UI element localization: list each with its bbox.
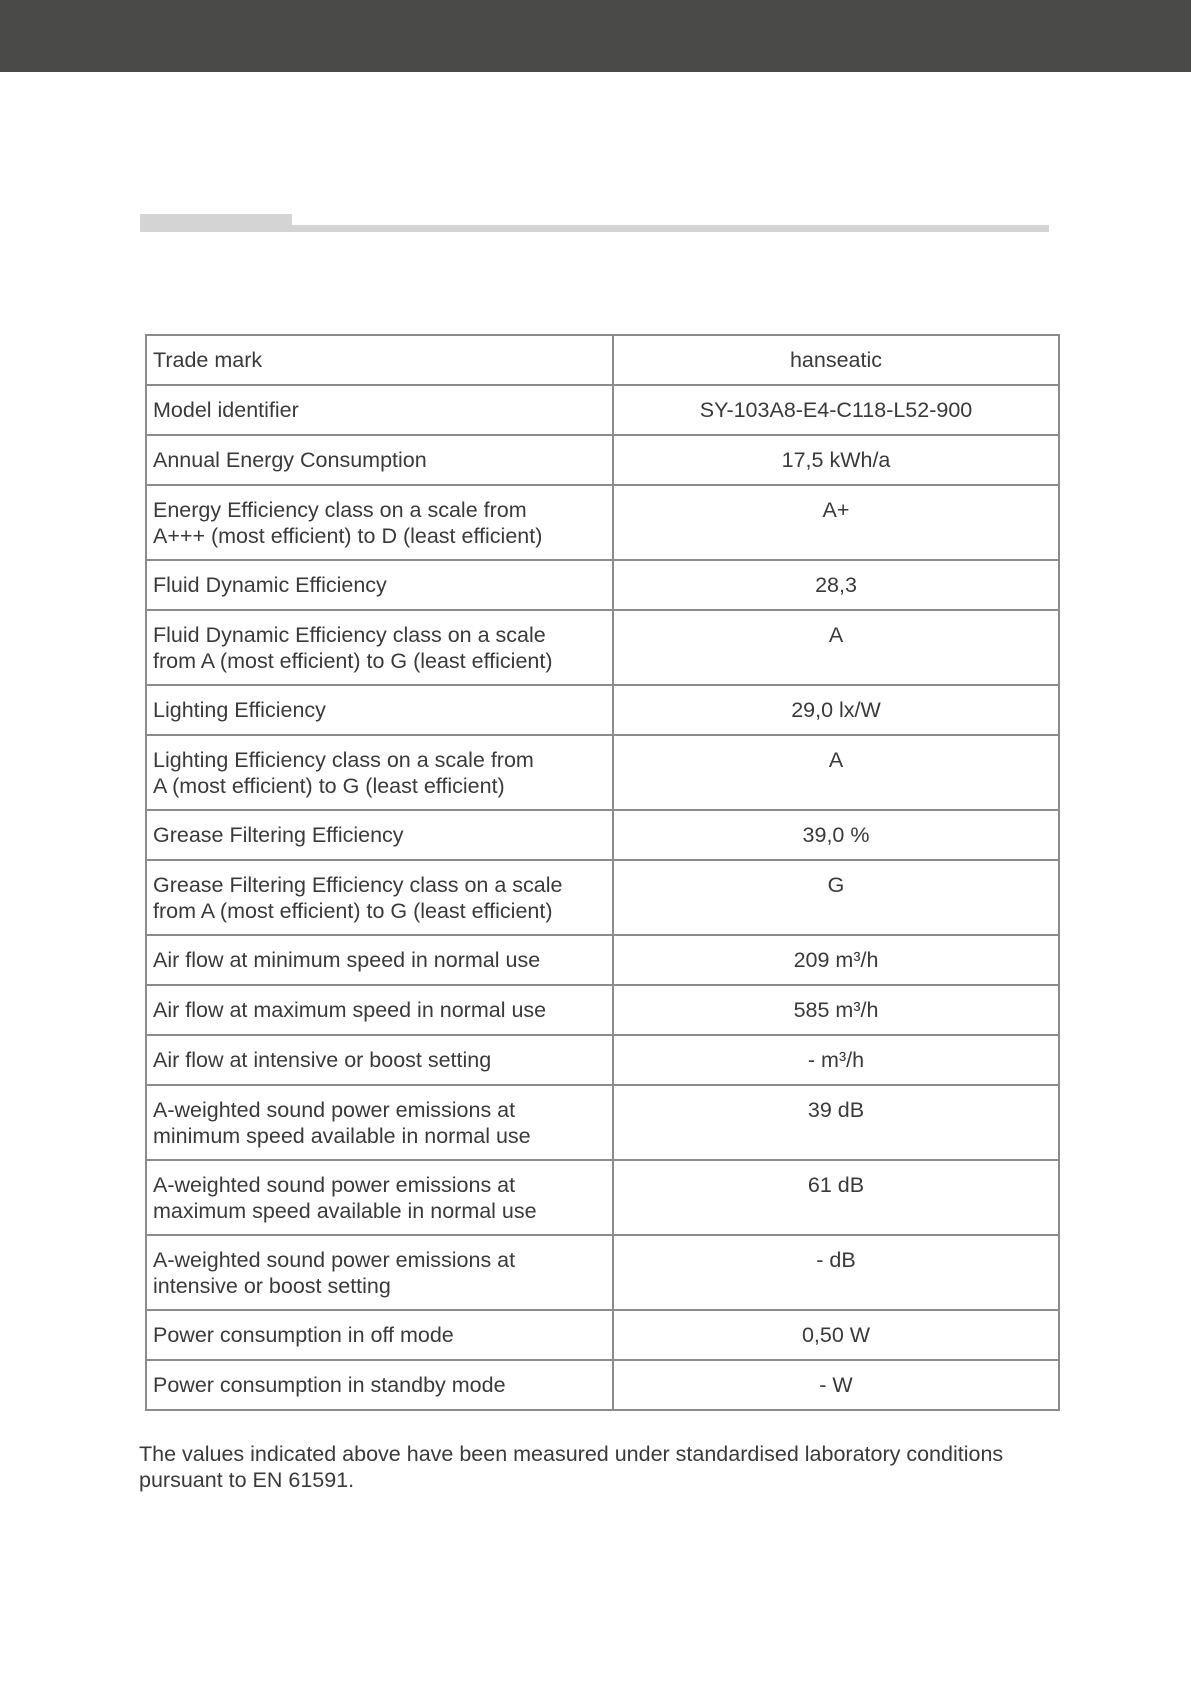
row-label: Model identifier [146,385,613,435]
row-label: Power consumption in off mode [146,1310,613,1360]
table-row [146,435,1059,485]
table-row [146,810,1059,860]
row-value: 28,3 [613,560,1059,610]
table-row [146,735,1059,810]
row-value: - dB [613,1235,1059,1310]
table-row [146,935,1059,985]
row-value: A+ [613,485,1059,560]
row-label: Lighting Efficiency [146,685,613,735]
row-value: SY-103A8-E4-C118-L52-900 [613,385,1059,435]
row-value: 585 m³/h [613,985,1059,1035]
row-value: 209 m³/h [613,935,1059,985]
row-value: 61 dB [613,1160,1059,1235]
row-value: 39 dB [613,1085,1059,1160]
table-body [146,335,1059,1410]
row-value: A [613,610,1059,685]
row-label: Trade mark [146,335,613,385]
row-value: hanseatic [613,335,1059,385]
row-label: Grease Filtering Efficiency [146,810,613,860]
table-row [146,560,1059,610]
table-row [146,1310,1059,1360]
row-label: Air flow at maximum speed in normal use [146,985,613,1035]
table-row [146,1360,1059,1410]
row-label: Air flow at minimum speed in normal use [146,935,613,985]
product-information-table [145,334,1060,1411]
section-heading-rule [140,225,1049,232]
row-value: - W [613,1360,1059,1410]
row-label: Annual Energy Consumption [146,435,613,485]
table-row [146,610,1059,685]
row-label: A-weighted sound power emissions at minimum speed available in normal use [146,1085,613,1160]
table-row [146,1035,1059,1085]
row-value: 17,5 kWh/a [613,435,1059,485]
row-value: G [613,860,1059,935]
row-label: Grease Filtering Efficiency class on a scale from A (most efficient) to G (least efficient) [146,860,613,935]
row-label: Energy Efficiency class on a scale from A+++ (most efficient) to D (least efficient) [146,485,613,560]
row-label: A-weighted sound power emissions at maximum speed available in normal use [146,1160,613,1235]
row-label: A-weighted sound power emissions at intensive or boost setting [146,1235,613,1310]
table-row [146,860,1059,935]
table-row [146,385,1059,435]
row-label: Air flow at intensive or boost setting [146,1035,613,1085]
row-label: Fluid Dynamic Efficiency [146,560,613,610]
table-row [146,985,1059,1035]
row-label: Fluid Dynamic Efficiency class on a scale from A (most efficient) to G (least efficient) [146,610,613,685]
table-row [146,335,1059,385]
row-value: 29,0 lx/W [613,685,1059,735]
table-row [146,485,1059,560]
measurement-footnote: The values indicated above have been measured under standardised laboratory conditions pursuant to EN 61591. [139,1442,1004,1492]
header-bar [0,0,1191,72]
table-row [146,1160,1059,1235]
row-value: 0,50 W [613,1310,1059,1360]
table-row [146,685,1059,735]
row-value: - m³/h [613,1035,1059,1085]
row-value: 39,0 % [613,810,1059,860]
table-row [146,1085,1059,1160]
row-label: Lighting Efficiency class on a scale from A (most efficient) to G (least efficient) [146,735,613,810]
table-row [146,1235,1059,1310]
row-value: A [613,735,1059,810]
row-label: Power consumption in standby mode [146,1360,613,1410]
